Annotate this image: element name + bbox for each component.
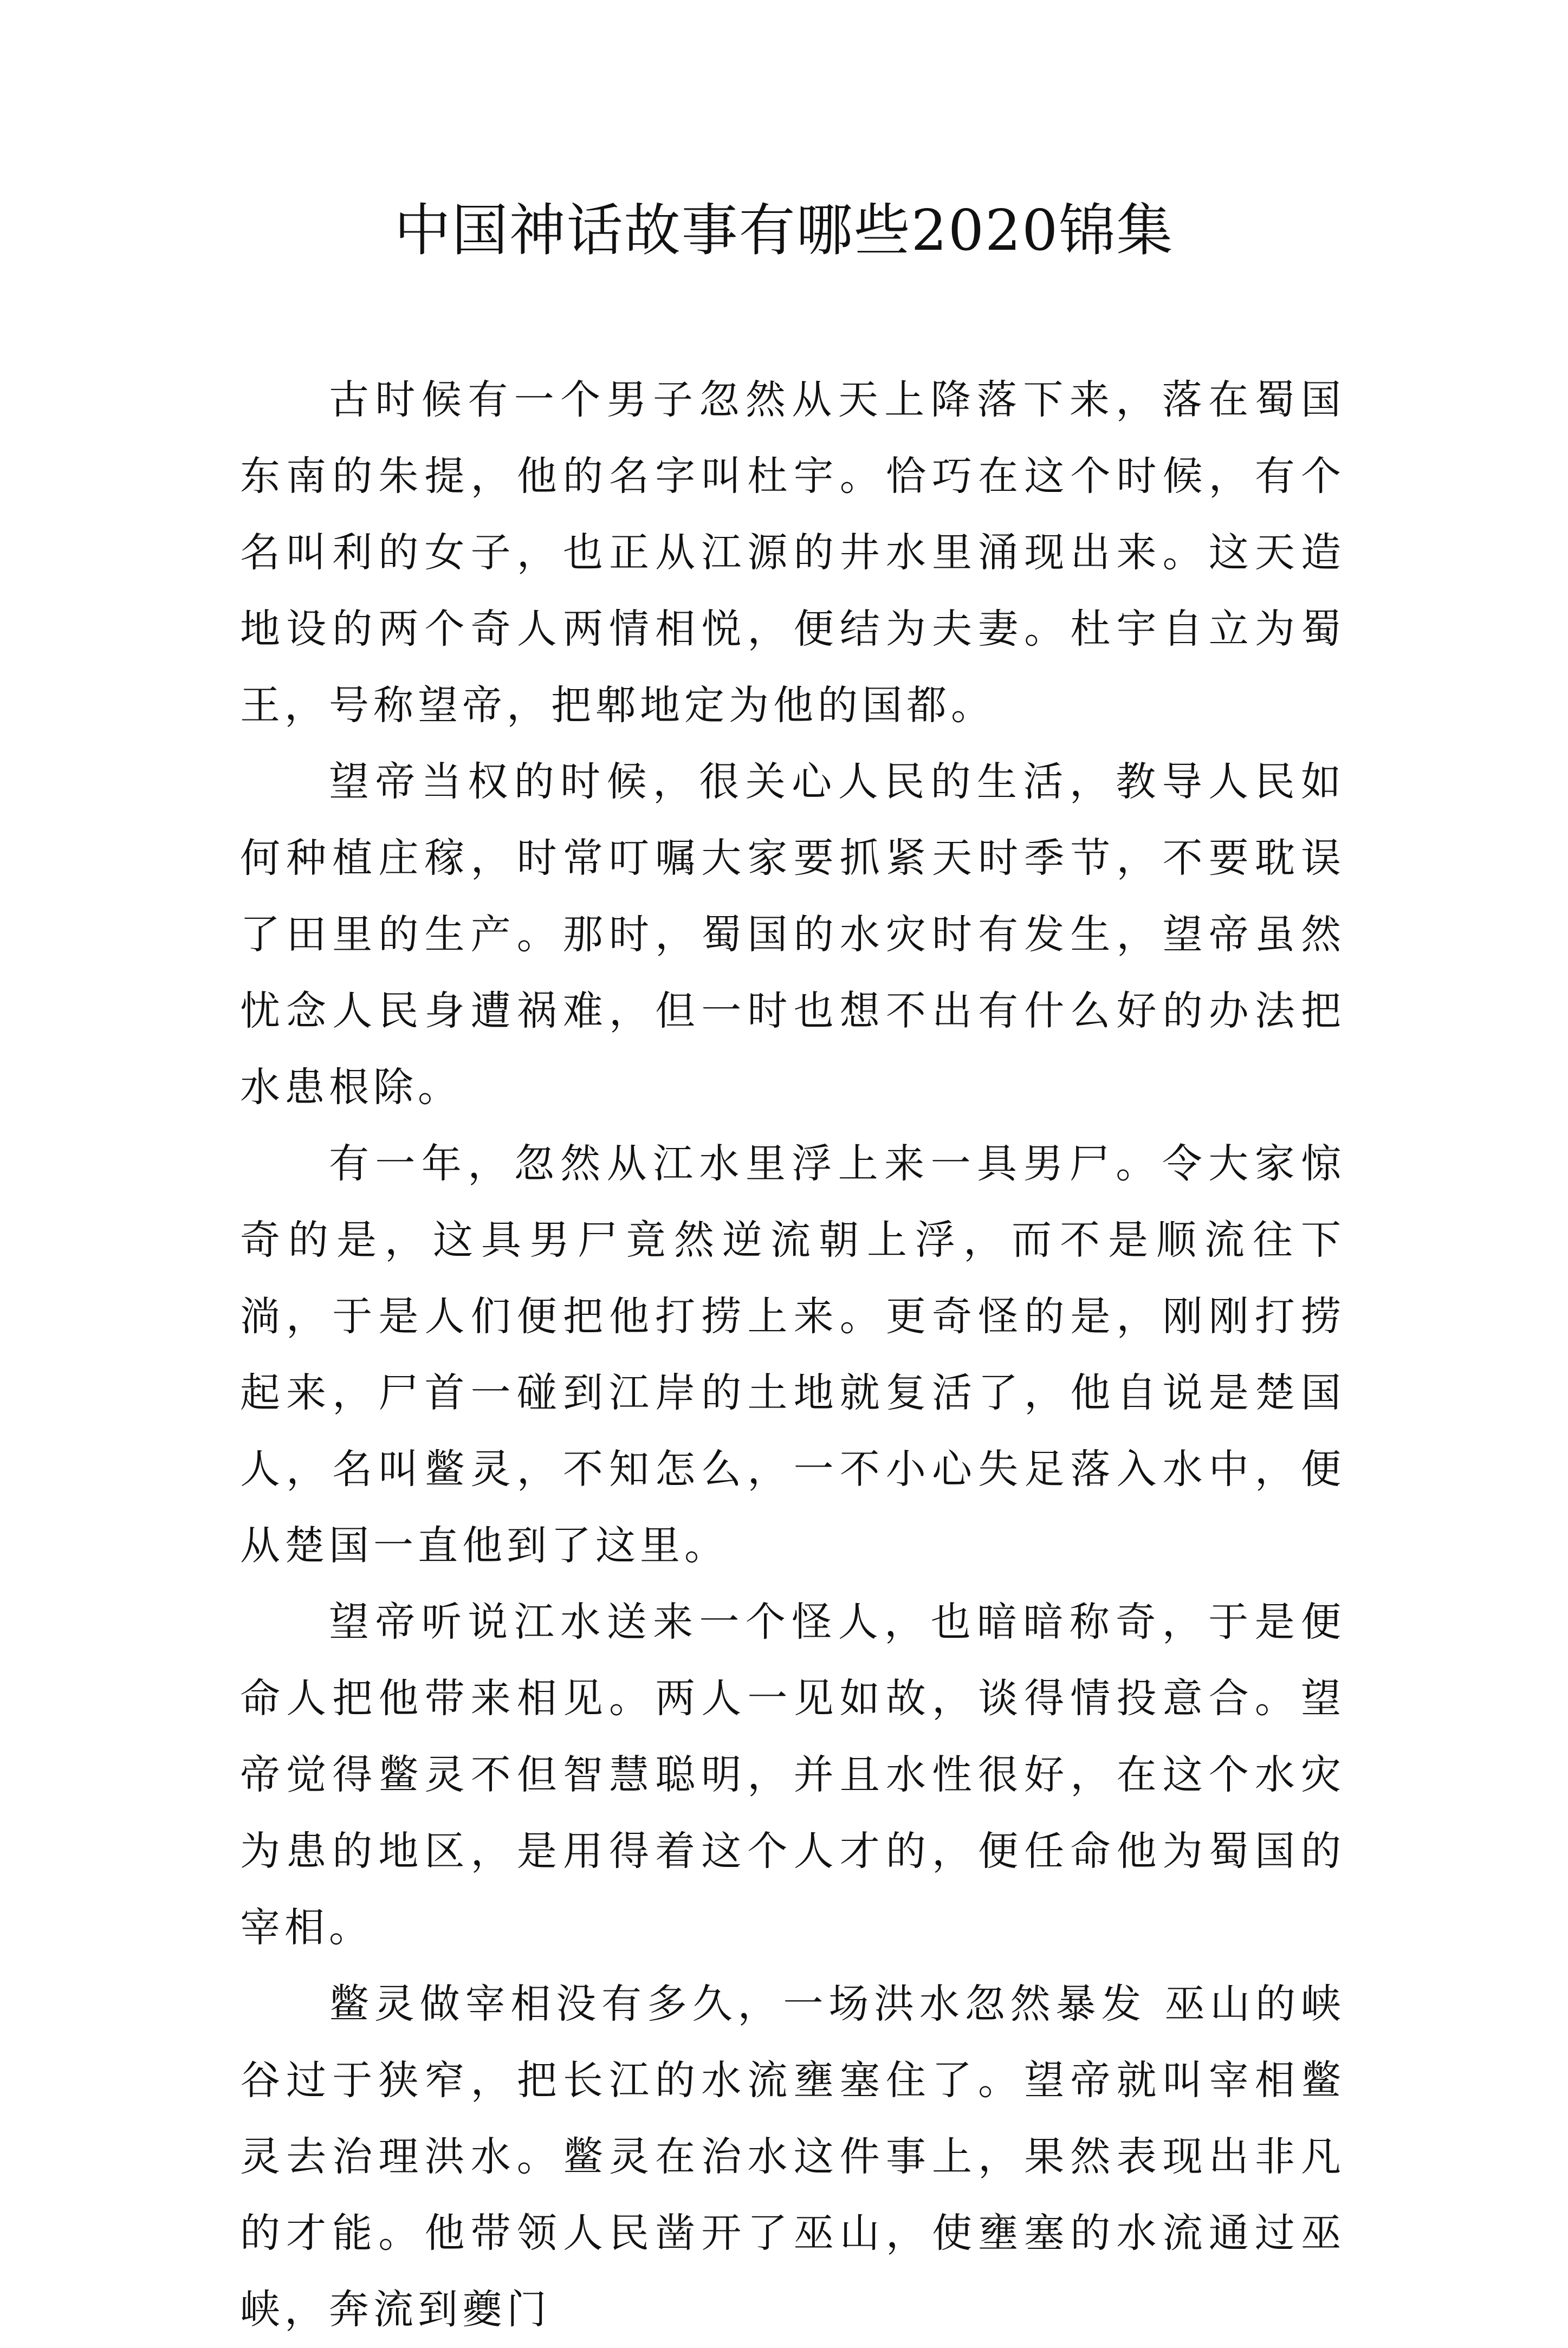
paragraph-5: 鳖灵做宰相没有多久，一场洪水忽然暴发 巫山的峡谷过于狭窄，把长江的水流壅塞住了。望帝就叫宰相鳖灵去治理洪水。鳖灵在治水这件事上，果然表现出非凡的才能。他带领人民凿开了巫山，使壅塞的水流通过巫峡，奔流到夔门 <box>240 1981 1345 2333</box>
paragraph-4: 望帝听说江水送来一个怪人，也暗暗称奇，于是便命人把他带来相见。两人一见如故，谈得情投意合。望帝觉得鳖灵不但智慧聪明，并且水性很好，在这个水灾为患的地区，是用得着这个人才的，便任命他为蜀国的宰相。 <box>240 1599 1345 1951</box>
document-body <box>240 362 1345 2348</box>
paragraph-3: 有一年，忽然从江水里浮上来一具男尸。令大家惊奇的是，这具男尸竟然逆流朝上浮，而不是顺流往下淌，于是人们便把他打捞上来。更奇怪的是，刚刚打捞起来，尸首一碰到江岸的土地就复活了，他自说是楚国人，名叫鳖灵，不知怎么，一不小心失足落入水中，便从楚国一直他到了这里。 <box>240 1140 1345 1569</box>
paragraph-1: 古时候有一个男子忽然从天上降落下来，落在蜀国东南的朱提，他的名字叫杜宇。恰巧在这个时候，有个名叫利的女子，也正从江源的井水里涌现出来。这天造地设的两个奇人两情相悦，便结为夫妻。杜宇自立为蜀王，号称望帝，把郫地定为他的国都。 <box>240 377 1345 729</box>
document-title: 中国神话故事有哪些2020锦集 <box>394 197 1174 263</box>
paragraph-2: 望帝当权的时候，很关心人民的生活，教导人民如何种植庄稼，时常叮嘱大家要抓紧天时季节，不要耽误了田里的生产。那时，蜀国的水灾时有发生，望帝虽然忧念人民身遭祸难，但一时也想不出有什么好的办法把水患根除。 <box>240 758 1345 1111</box>
